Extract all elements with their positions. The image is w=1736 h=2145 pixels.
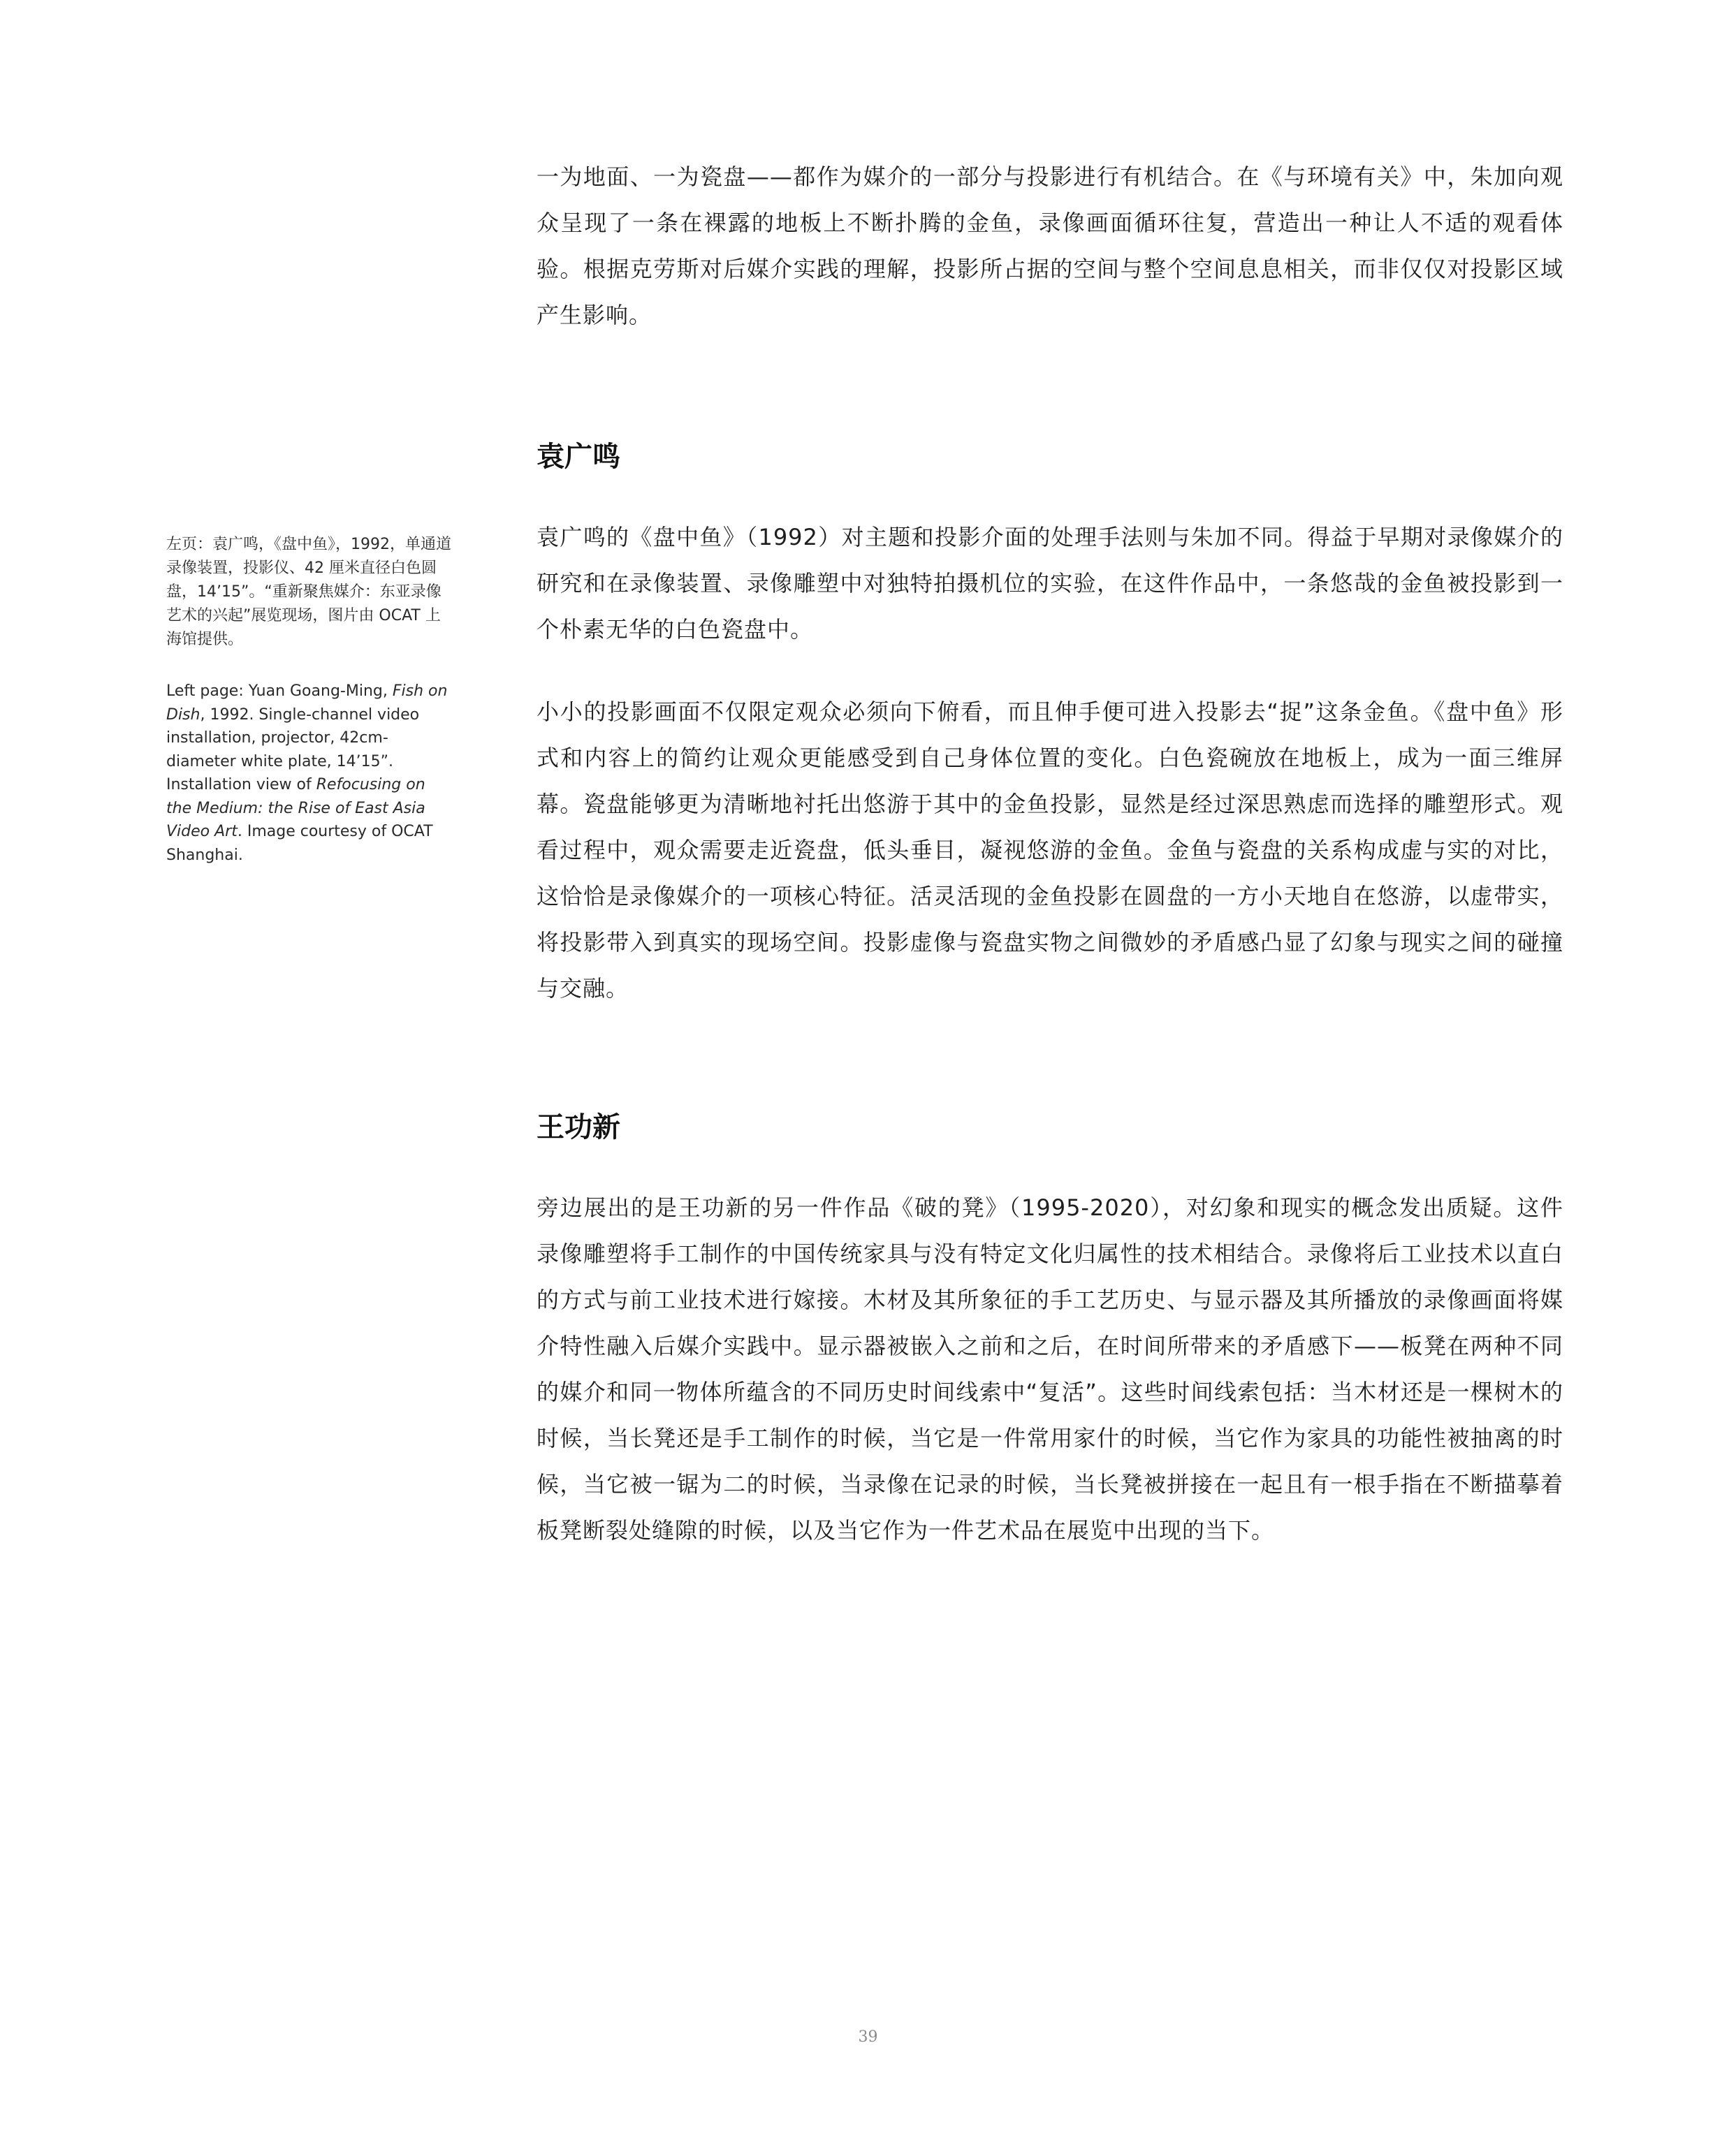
caption-en-text-3: . Image courtesy of OCAT Shanghai. xyxy=(166,823,433,864)
caption-en-text-2: , 1992. Single-channel video installation, projector, 42cm-diameter white plate, 14’15”. Installation view of xyxy=(166,705,420,793)
caption-en-text-1: Left page: Yuan Goang-Ming, xyxy=(166,682,393,700)
image-caption-sidebar xyxy=(166,533,453,867)
page-number: 39 xyxy=(858,2028,878,2046)
caption-en-exhibition-title: Refocusing on the Medium: the Rise of East Asia Video Art xyxy=(166,776,425,840)
main-text-column xyxy=(537,154,1563,1553)
caption-en-work-title: Fish on Dish xyxy=(166,682,448,724)
caption-chinese: 左页：袁广鸣，《盘中鱼》，1992，单通道录像装置，投影仪、42 厘米直径白色圆盘，14’15”。“重新聚焦媒介：东亚录像艺术的兴起”展览现场，图片由 OCAT 上海馆提供。 xyxy=(166,536,451,648)
wang-paragraph-1: 旁边展出的是王功新的另一件作品《破的凳》（1995-2020），对幻象和现实的概念发出质疑。这件录像雕塑将手工制作的中国传统家具与没有特定文化归属性的技术相结合。录像将后工业技术以直白的方式与前工业技术进行嫁接。木材及其所象征的手工艺历史、与显示器及其所播放的录像画面将媒介特性融入后媒介实践中。显示器被嵌入之前和之后，在时间所带来的矛盾感下——板凳在两种不同的媒介和同一物体所蕴含的不同历史时间线索中“复活”。这些时间线索包括：当木材还是一棵树木的时候，当长凳还是手工制作的时候，当它是一件常用家什的时候，当它作为家具的功能性被抽离的时候，当它被一锯为二的时候，当录像在记录的时候，当长凳被拼接在一起且有一根手指在不断描摹着板凳断裂处缝隙的时候，以及当它作为一件艺术品在展览中出现的当下。 xyxy=(537,1194,1563,1544)
intro-paragraph: 一为地面、一为瓷盘——都作为媒介的一部分与投影进行有机结合。在《与环境有关》中，朱加向观众呈现了一条在裸露的地板上不断扑腾的金鱼，录像画面循环往复，营造出一种让人不适的观看体验。根据克劳斯对后媒介实践的理解，投影所占据的空间与整个空间息息相关，而非仅仅对投影区域产生影响。 xyxy=(537,163,1563,328)
section-heading-wang: 王功新 xyxy=(537,1111,620,1143)
yuan-paragraph-2: 小小的投影画面不仅限定观众必须向下俯看，而且伸手便可进入投影去“捉”这条金鱼。《盘中鱼》形式和内容上的简约让观众更能感受到自己身体位置的变化。白色瓷碗放在地板上，成为一面三维屏幕。瓷盘能够更为清晰地衬托出悠游于其中的金鱼投影，显然是经过深思熟虑而选择的雕塑形式。观看过程中，观众需要走近瓷盘，低头垂目，凝视悠游的金鱼。金鱼与瓷盘的关系构成虚与实的对比，这恰恰是录像媒介的一项核心特征。活灵活现的金鱼投影在圆盘的一方小天地自在悠游，以虚带实，将投影带入到真实的现场空间。投影虚像与瓷盘实物之间微妙的矛盾感凸显了幻象与现实之间的碰撞与交融。 xyxy=(537,698,1563,1002)
caption-english xyxy=(166,680,453,867)
section-heading-yuan: 袁广鸣 xyxy=(537,441,620,473)
yuan-paragraph-1: 袁广鸣的《盘中鱼》（1992）对主题和投影介面的处理手法则与朱加不同。得益于早期对录像媒介的研究和在录像装置、录像雕塑中对独特拍摄机位的实验，在这件作品中，一条悠哉的金鱼被投影到一个朴素无华的白色瓷盘中。 xyxy=(537,524,1563,643)
